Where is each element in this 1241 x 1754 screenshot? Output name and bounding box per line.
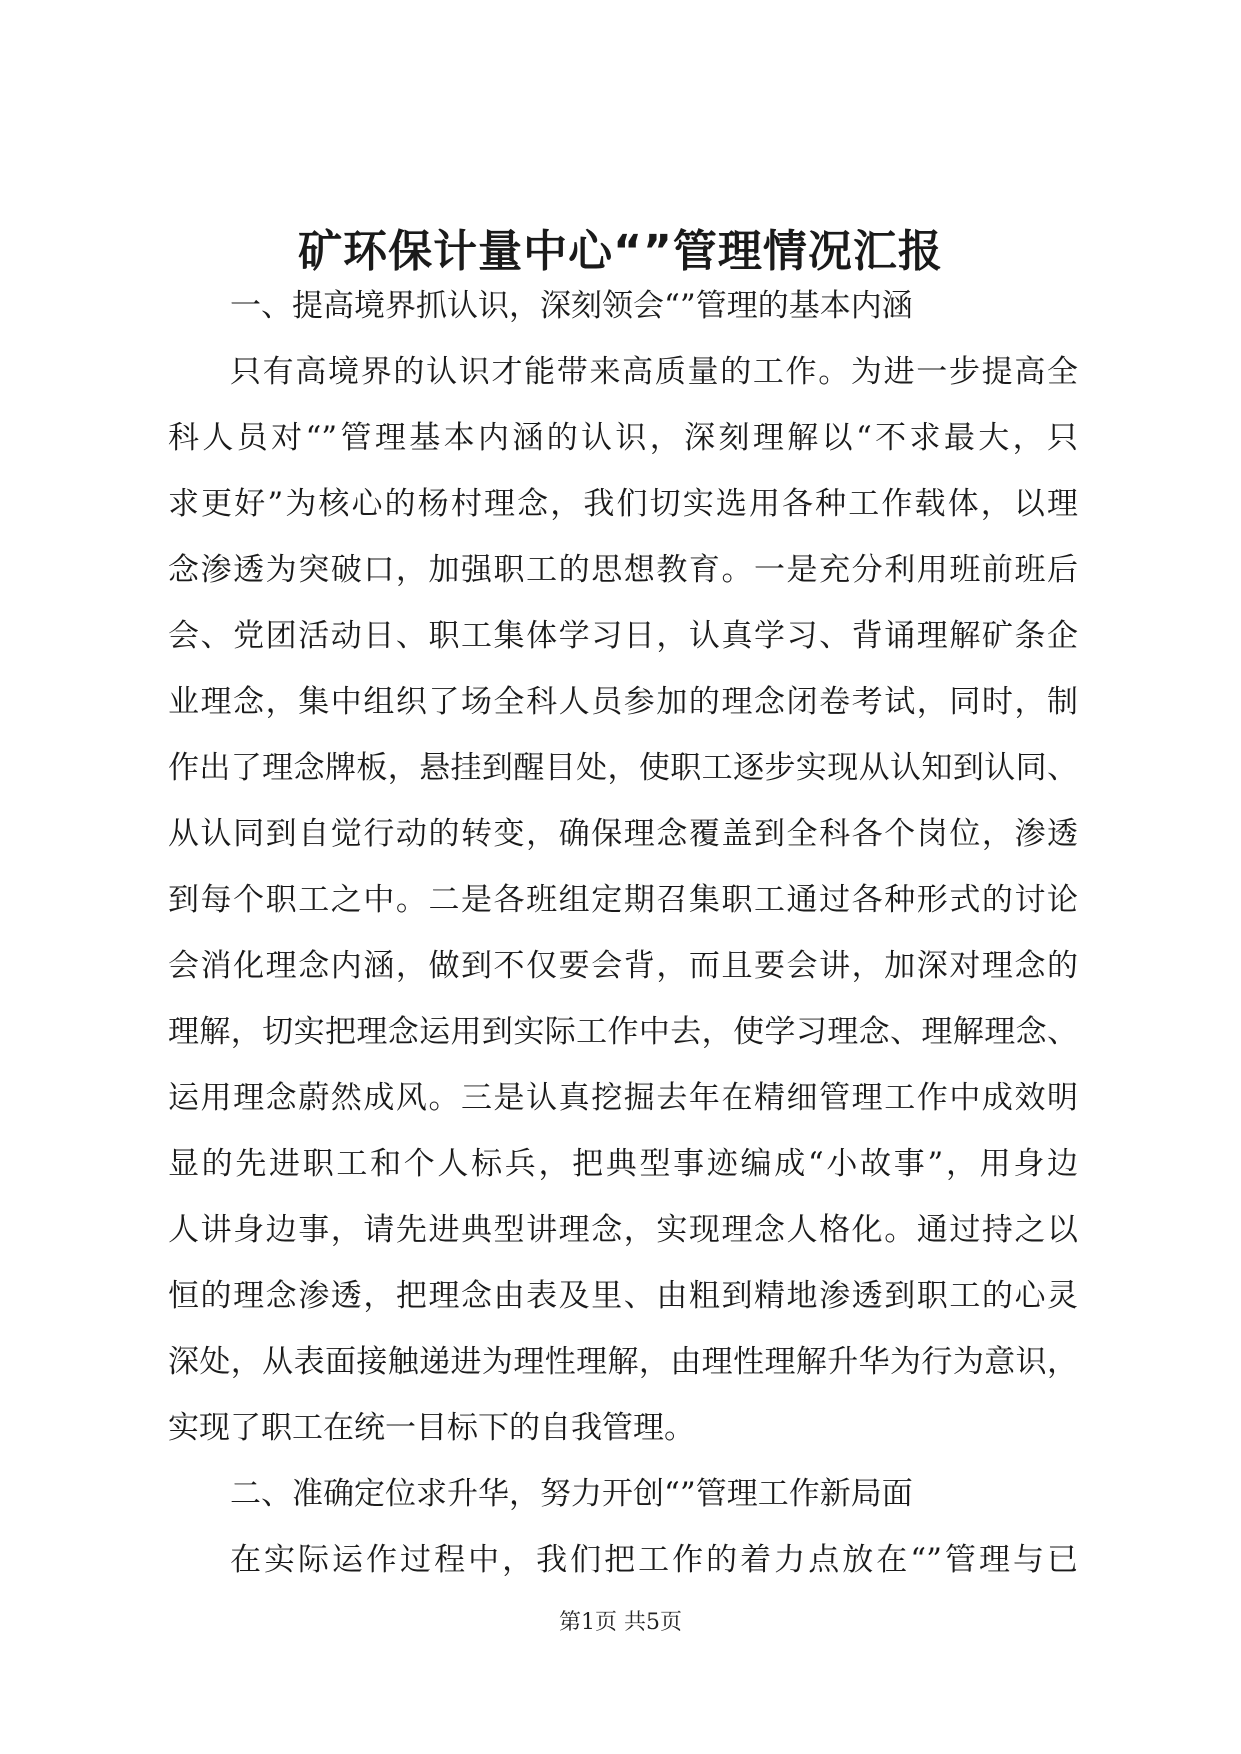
document-title: 矿环保计量中心“”管理情况汇报 xyxy=(298,226,943,277)
body-line: 会、党团活动日、职工集体学习日，认真学习、背诵理解矿条企 xyxy=(168,618,1078,654)
body-line: 科人员对“”管理基本内涵的认识，深刻理解以“不求最大，只 xyxy=(168,420,1078,456)
body-line: 理解，切实把理念运用到实际工作中去，使学习理念、理解理念、 xyxy=(168,1014,1078,1050)
body-line: 在实际运作过程中，我们把工作的着力点放在“”管理与已 xyxy=(230,1542,1078,1578)
body-line: 运用理念蔚然成风。三是认真挖掘去年在精细管理工作中成效明 xyxy=(168,1080,1078,1116)
section-heading-2: 二、准确定位求升华，努力开创“”管理工作新局面 xyxy=(230,1476,913,1512)
body-line: 业理念，集中组织了场全科人员参加的理念闭卷考试，同时，制 xyxy=(168,684,1078,720)
body-line: 到每个职工之中。二是各班组定期召集职工通过各种形式的讨论 xyxy=(168,882,1078,918)
body-line: 显的先进职工和个人标兵，把典型事迹编成“小故事”，用身边 xyxy=(168,1146,1078,1182)
body-line: 会消化理念内涵，做到不仅要会背，而且要会讲，加深对理念的 xyxy=(168,948,1078,984)
body-line: 深处，从表面接触递进为理性理解，由理性理解升华为行为意识， xyxy=(168,1344,1078,1380)
section-heading-1: 一、提高境界抓认识，深刻领会“”管理的基本内涵 xyxy=(230,288,913,324)
body-line: 作出了理念牌板，悬挂到醒目处，使职工逐步实现从认知到认同、 xyxy=(168,750,1078,786)
body-line: 念渗透为突破口，加强职工的思想教育。一是充分利用班前班后 xyxy=(168,552,1078,588)
body-line: 从认同到自觉行动的转变，确保理念覆盖到全科各个岗位，渗透 xyxy=(168,816,1078,852)
body-line: 只有高境界的认识才能带来高质量的工作。为进一步提高全 xyxy=(230,354,1078,390)
body-line: 求更好”为核心的杨村理念，我们切实选用各种工作载体，以理 xyxy=(168,486,1078,522)
body-line: 实现了职工在统一目标下的自我管理。 xyxy=(168,1410,695,1446)
body-line: 人讲身边事，请先进典型讲理念，实现理念人格化。通过持之以 xyxy=(168,1212,1078,1248)
body-line: 恒的理念渗透，把理念由表及里、由粗到精地渗透到职工的心灵 xyxy=(168,1278,1078,1314)
page-number-footer: 第1页 共5页 xyxy=(559,1610,682,1635)
